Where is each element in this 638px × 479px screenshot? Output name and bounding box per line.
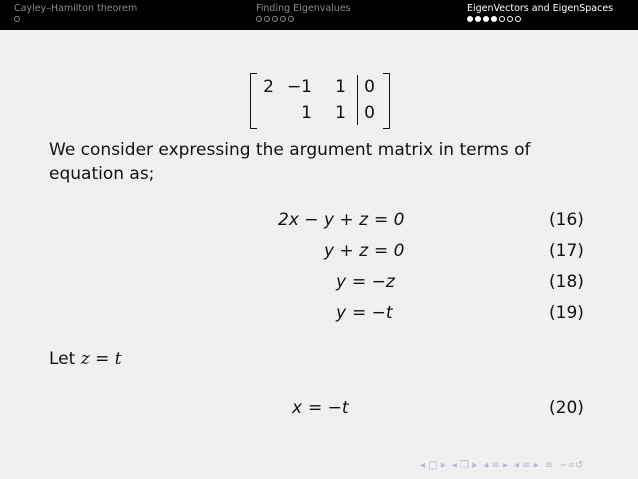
- equation-number: (18): [549, 272, 584, 292]
- matrix-cell: 1: [301, 103, 312, 123]
- equation-number: (20): [549, 398, 584, 418]
- nav-section-dots: [14, 16, 137, 24]
- frame-dot[interactable]: [475, 16, 481, 22]
- matrix-cell: 1: [335, 77, 346, 97]
- frame-dot[interactable]: [288, 16, 294, 22]
- appendix-icon[interactable]: ≡: [544, 460, 554, 471]
- frame-navigation-icon[interactable]: ◂ □ ▸: [420, 460, 446, 471]
- equation-lhs: x: [291, 398, 302, 418]
- nav-section-dots: [256, 16, 351, 24]
- let-statement: [49, 349, 122, 369]
- search-back-forward-icon[interactable]: ∽∝↺: [559, 460, 584, 471]
- frame-dot[interactable]: [483, 16, 489, 22]
- matrix-cell: −1: [286, 77, 312, 97]
- nav-section-cayley-hamilton[interactable]: [14, 3, 137, 24]
- nav-section-eigenvectors[interactable]: [467, 3, 613, 24]
- equation-lhs: 2x − y + z: [278, 210, 368, 230]
- frame-dot[interactable]: [272, 16, 278, 22]
- frame-dot[interactable]: [256, 16, 262, 22]
- equation-rhs: = −t: [352, 303, 393, 323]
- equation-rhs: = 0: [374, 210, 405, 230]
- matrix-cell: 0: [364, 77, 375, 97]
- header-navigation-bar: [0, 0, 638, 30]
- equation-number: (16): [549, 210, 584, 230]
- equation-lhs: y: [335, 303, 346, 323]
- nav-section-title[interactable]: Cayley–Hamilton theorem: [14, 3, 138, 14]
- equation-number: (19): [549, 303, 584, 323]
- matrix-cell: 0: [364, 103, 375, 123]
- body-paragraph: We consider expressing the argument matrix in terms of equation as;: [49, 140, 531, 184]
- matrix-right-bracket: [383, 73, 390, 129]
- matrix-cell: 2: [263, 77, 274, 97]
- frame-dot[interactable]: [507, 16, 513, 22]
- document-navigation-icon[interactable]: ◂ ≡ ▸: [514, 460, 539, 471]
- beamer-navigation-symbols: [420, 460, 620, 472]
- frame-dot[interactable]: [14, 16, 20, 22]
- section-navigation-icon[interactable]: ◂ ≡ ▸: [483, 460, 509, 471]
- frame-dot[interactable]: [515, 16, 521, 22]
- equation-lhs: y: [335, 272, 346, 292]
- let-expression: z = t: [80, 349, 122, 369]
- nav-section-title[interactable]: Finding Eigenvalues: [256, 3, 351, 14]
- subsection-navigation-icon[interactable]: ◂ ❐ ▸: [451, 460, 478, 471]
- let-word: Let: [49, 349, 76, 369]
- equation-rhs: = −z: [352, 272, 395, 292]
- equation-rhs: = −t: [308, 398, 349, 418]
- frame-dot[interactable]: [280, 16, 286, 22]
- current-frame-dot[interactable]: [491, 16, 497, 22]
- frame-dot[interactable]: [467, 16, 473, 22]
- matrix-cell: 1: [335, 103, 346, 123]
- frame-dot[interactable]: [264, 16, 270, 22]
- equation-rhs: = 0: [374, 241, 405, 261]
- equation-lhs: y + z: [323, 241, 368, 261]
- frame-dot[interactable]: [499, 16, 505, 22]
- augmented-matrix: [250, 73, 390, 129]
- nav-section-dots: [467, 16, 613, 24]
- nav-section-finding-eigenvalues[interactable]: [256, 3, 351, 24]
- equation-number: (17): [549, 241, 584, 261]
- nav-section-title[interactable]: EigenVectors and EigenSpaces: [467, 3, 614, 14]
